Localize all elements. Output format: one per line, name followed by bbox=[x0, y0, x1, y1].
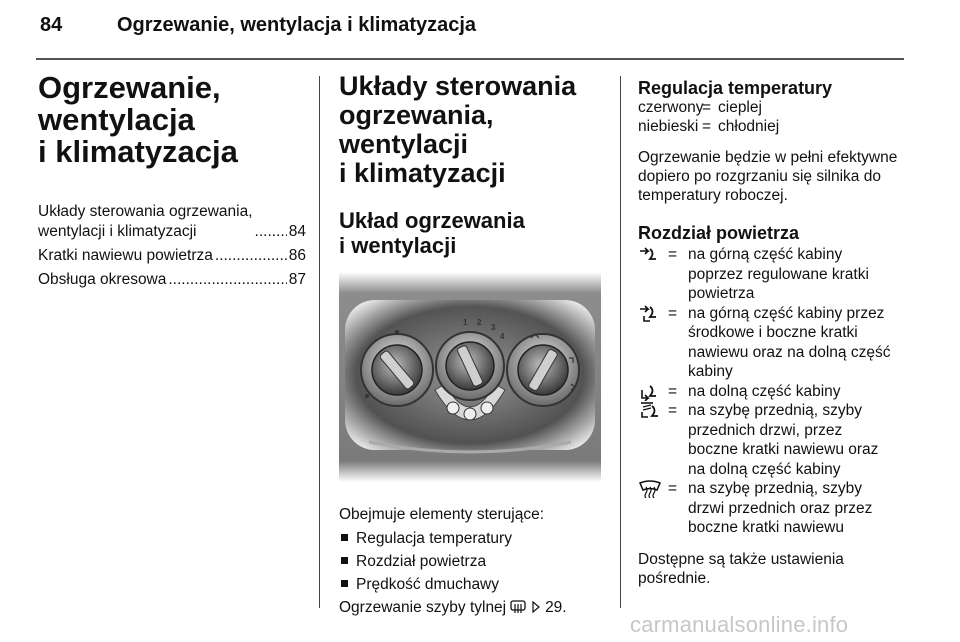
distribution-list bbox=[638, 245, 904, 538]
column-1 bbox=[38, 72, 306, 294]
page-number: 84 bbox=[40, 14, 63, 36]
fan-speed-label: 3 bbox=[491, 323, 496, 332]
airflow-footwell-icon bbox=[638, 382, 668, 401]
toc-leader-dots bbox=[215, 246, 287, 266]
column-divider bbox=[620, 76, 621, 608]
list-item: = na szybę przednią, szyby przednich drzwi, przez boczne kratki nawiewu oraz na dolną część kabiny bbox=[638, 401, 904, 479]
toc-entry-page: 87 bbox=[288, 271, 306, 288]
bullet-square-icon bbox=[341, 557, 348, 564]
list-item: Prędkość dmuchawy bbox=[339, 575, 609, 595]
running-header: Ogrzewanie, wentylacja i klimatyzacja bbox=[117, 14, 477, 36]
list-item: = na dolną część kabiny bbox=[638, 382, 904, 402]
control-list bbox=[339, 529, 609, 595]
toc-leader-dots bbox=[255, 222, 287, 242]
fan-speed-label: 4 bbox=[500, 332, 505, 341]
rear-window-note: Ogrzewanie szyby tylnej 29. bbox=[339, 599, 567, 616]
heater-control-panel-image bbox=[339, 272, 601, 482]
subsection-title: Układ ogrzewania i wentylacji bbox=[339, 208, 525, 258]
air-conditioning-button[interactable] bbox=[464, 408, 476, 420]
toc-entry[interactable] bbox=[38, 270, 306, 290]
table-of-contents bbox=[38, 202, 306, 290]
windscreen-defrost-icon bbox=[638, 479, 668, 498]
reference-arrow-icon bbox=[531, 601, 541, 613]
column-divider bbox=[319, 76, 320, 608]
rear-window-heating-button[interactable] bbox=[481, 402, 493, 414]
watermark[interactable]: carmanualsonline.info bbox=[630, 612, 849, 637]
airflow-windscreen-footwell-icon bbox=[638, 401, 668, 420]
toc-entry[interactable] bbox=[38, 246, 306, 266]
toc-entry-page: 86 bbox=[288, 247, 306, 264]
section-title: Układy sterowania ogrzewania, wentylacji i klimatyzacji bbox=[339, 71, 577, 188]
column-2 bbox=[339, 72, 609, 618]
header-rule bbox=[36, 58, 904, 60]
list-item: Regulacja temperatury bbox=[339, 529, 609, 549]
list-item: = na górną część kabiny przez środkowe i boczne kratki nawiewu oraz na dolną część kabiny bbox=[638, 304, 904, 382]
chapter-title: Ogrzewanie, wentylacja i klimatyzacja bbox=[38, 70, 238, 169]
toc-entry-page: 84 bbox=[288, 223, 306, 240]
air-distribution-knob[interactable] bbox=[507, 334, 579, 406]
intro-text: Obejmuje elementy sterujące: bbox=[339, 506, 545, 523]
list-item: Rozdział powietrza bbox=[339, 552, 609, 572]
toc-entry-title: Układy sterowania ogrzewania, wentylacji i klimatyzacji bbox=[38, 203, 253, 240]
temperature-row: niebieski = chłodniej bbox=[638, 118, 780, 135]
list-item: = na górną część kabiny poprzez regulowane kratki powietrza bbox=[638, 245, 904, 304]
fan-speed-label: 1 bbox=[463, 318, 468, 327]
bullet-square-icon bbox=[341, 580, 348, 587]
bullet-square-icon bbox=[341, 534, 348, 541]
column-3 bbox=[638, 78, 904, 588]
toc-entry[interactable] bbox=[38, 202, 306, 242]
toc-leader-dots bbox=[168, 270, 286, 290]
temperature-row: czerwony = cieplej bbox=[638, 99, 762, 116]
fan-speed-label: 2 bbox=[477, 318, 482, 327]
reference-page[interactable]: 29. bbox=[545, 599, 567, 616]
toc-entry-title: Kratki nawiewu powietrza bbox=[38, 247, 213, 264]
temperature-note: Ogrzewanie będzie w pełni efektywne dopiero po rozgrzaniu się silnika do temperatury roboczej. bbox=[638, 149, 898, 204]
intermediate-settings-note: Dostępne są także ustawienia pośrednie. bbox=[638, 550, 844, 587]
airflow-upper-icon bbox=[638, 245, 668, 264]
temperature-title: Regulacja temperatury bbox=[638, 78, 833, 98]
distribution-title: Rozdział powietrza bbox=[638, 223, 800, 243]
recirculation-button[interactable] bbox=[447, 402, 459, 414]
airflow-upper-lower-icon bbox=[638, 304, 668, 323]
toc-entry-title: Obsługa okresowa bbox=[38, 271, 167, 288]
rear-window-heating-icon bbox=[510, 600, 526, 614]
list-item: = na szybę przednią, szyby drzwi przednich oraz przez boczne kratki nawiewu bbox=[638, 479, 904, 538]
